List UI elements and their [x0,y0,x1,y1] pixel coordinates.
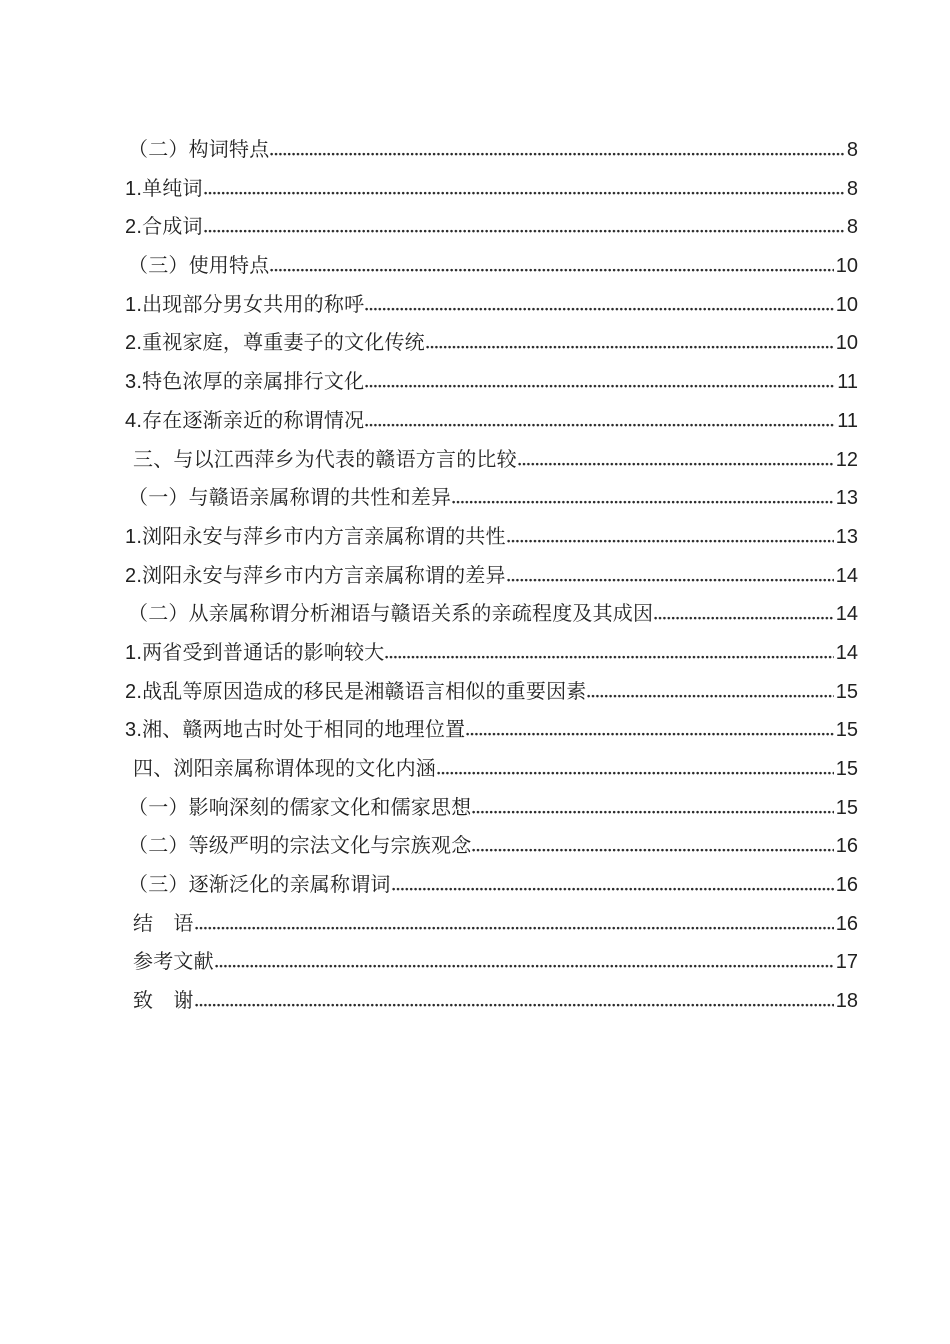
toc-entry[interactable] [125,170,858,209]
toc-entry-label: （三）逐渐泛化的亲属称谓词 [128,874,391,897]
toc-entry-page-number: 8 [846,177,858,200]
toc-entry-label: 1.两省受到普通话的影响较大 [125,641,385,664]
toc-entry-page-number: 15 [835,719,858,742]
toc-entry[interactable] [125,131,858,170]
toc-entry[interactable] [125,943,858,982]
toc-entry-label: （三）使用特点 [128,255,270,278]
toc-entry-page-number: 13 [835,525,858,548]
toc-entry-label: （一）影响深刻的儒家文化和儒家思想 [128,796,472,819]
toc-dot-leader [195,926,834,930]
toc-entry-label: （二）等级严明的宗法文化与宗族观念 [128,835,472,858]
toc-dot-leader [392,887,834,891]
table-of-contents [125,131,858,1021]
toc-entry-label: 2.浏阳永安与萍乡市内方言亲属称谓的差异 [125,564,506,587]
toc-entry-page-number: 14 [835,564,858,587]
toc-entry-label: 2.战乱等原因造成的移民是湘赣语言相似的重要因素 [125,680,587,703]
toc-entry-label: （二）构词特点 [128,139,270,161]
toc-entry[interactable] [125,208,858,247]
toc-dot-leader [365,384,835,388]
toc-entry-label: 参考文献 [133,951,214,974]
toc-entry[interactable] [125,866,858,905]
toc-entry[interactable] [125,247,858,286]
toc-entry-label: 1.单纯词 [125,177,203,200]
toc-entry[interactable] [125,711,858,750]
toc-entry-label: （二）从亲属称谓分析湘语与赣语关系的亲疏程度及其成因 [128,603,654,626]
toc-dot-leader [365,307,833,311]
toc-entry-page-number: 17 [835,951,858,974]
toc-entry[interactable] [125,324,858,363]
toc-entry-label: 4.存在逐渐亲近的称谓情况 [125,409,365,432]
toc-dot-leader [587,694,833,698]
toc-dot-leader [472,810,833,814]
toc-entry[interactable] [125,363,858,402]
toc-entry-label: 1.出现部分男女共用的称呼 [125,293,365,316]
toc-entry-page-number: 16 [835,912,858,935]
toc-entry-page-number: 8 [846,139,858,161]
toc-entry-label: 四、浏阳亲属称谓体现的文化内涵 [133,758,436,780]
toc-entry-label: 3.特色浓厚的亲属排行文化 [125,371,365,394]
toc-entry[interactable] [125,595,858,634]
toc-entry-page-number: 11 [837,371,858,394]
toc-dot-leader [204,191,845,195]
toc-entry[interactable] [125,286,858,325]
toc-entry-page-number: 14 [835,603,858,626]
toc-entry-page-number: 12 [835,448,858,471]
toc-dot-leader [195,1003,834,1007]
toc-entry[interactable] [125,673,858,712]
toc-entry-page-number: 14 [835,641,858,664]
toc-entry-page-number: 11 [837,409,858,432]
toc-entry[interactable] [125,982,858,1021]
toc-dot-leader [472,848,833,852]
toc-dot-leader [270,152,844,156]
toc-entry[interactable] [125,634,858,673]
toc-dot-leader [507,578,834,582]
toc-dot-leader [654,616,834,620]
toc-entry-page-number: 8 [846,216,858,239]
toc-dot-leader [518,462,834,466]
toc-entry-page-number: 18 [835,990,858,1013]
toc-entry-label: 3.湘、赣两地古时处于相同的地理位置 [125,719,466,742]
toc-entry[interactable] [125,441,858,480]
toc-entry[interactable] [125,402,858,441]
toc-entry-label: 三、与以江西萍乡为代表的赣语方言的比较 [133,448,517,471]
toc-entry-page-number: 10 [835,332,858,355]
toc-dot-leader [507,539,834,543]
toc-entry-page-number: 13 [835,487,858,510]
toc-entry-page-number: 10 [835,255,858,278]
toc-entry-page-number: 15 [835,680,858,703]
toc-entry-page-number: 15 [835,758,858,780]
toc-entry[interactable] [125,557,858,596]
toc-dot-leader [426,345,834,349]
toc-dot-leader [365,423,835,427]
toc-entry[interactable] [125,905,858,944]
toc-entry-label: （一）与赣语亲属称谓的共性和差异 [128,487,452,510]
toc-entry-label: 2.重视家庭，尊重妻子的文化传统 [125,332,425,355]
toc-entry[interactable] [125,479,858,518]
toc-entry-label: 结 语 [133,912,194,935]
toc-entry-label: 1.浏阳永安与萍乡市内方言亲属称谓的共性 [125,525,506,548]
toc-entry[interactable] [125,789,858,828]
toc-dot-leader [215,964,834,968]
toc-dot-leader [204,229,845,233]
toc-dot-leader [270,268,833,272]
toc-dot-leader [452,500,834,504]
toc-entry[interactable] [125,827,858,866]
toc-entry-page-number: 15 [835,796,858,819]
toc-entry-label: 2.合成词 [125,216,203,239]
toc-entry-page-number: 16 [835,874,858,897]
toc-entry-label: 致 谢 [133,990,194,1013]
toc-dot-leader [437,771,834,775]
toc-entry-page-number: 16 [835,835,858,858]
toc-dot-leader [385,655,833,659]
toc-entry[interactable] [125,518,858,557]
toc-dot-leader [466,732,833,736]
toc-entry-page-number: 10 [835,293,858,316]
toc-entry[interactable] [125,750,858,789]
